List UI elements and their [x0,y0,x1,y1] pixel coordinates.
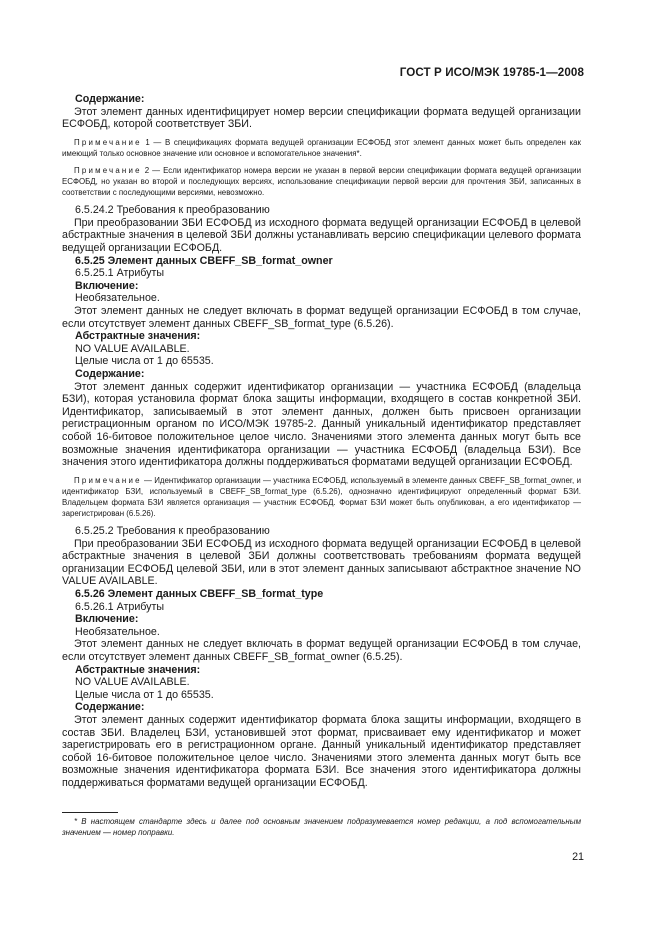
section-heading: Абстрактные значения: [75,663,201,676]
paragraph-line: Целые числа от 1 до 65535. [75,688,214,701]
paragraph-line: 6.5.25.2 Требования к преобразованию [75,525,270,538]
paragraph-line: NO VALUE AVAILABLE. [75,342,190,355]
section-heading: Содержание: [75,701,145,714]
note-label: Примечание [74,165,142,175]
paragraph: Этот элемент данных содержит идентификатор формата блока защиты информации, входящего в состав ЗБИ. Владелец БЗИ, установившей этот формат, присваивает ему идентификатор и может зарегистрировать его в регистрационном органе. Данный уникальный идентификатор представляет собой 16-битовое положительное целое число. Значениями этого элемента данных могут быть все возможные значения идентификатора формата БЗИ. Все значения этого идентификатора должны поддерживаться форматами ведущей организации ЕСФОБД. [62,714,581,789]
note [62,475,581,519]
note-text: — Идентификатор организации — участника ЕСФОБД, используемый в элементе данных CBEFF_SB_format_owner, и идентификатор БЗИ, используемый в CBEFF_SB_format_type (6.5.26), однозначно идентифицируют определенный формат БЗИ. Владельцем формата БЗИ является организация — участник ЕСФОБД. Формат БЗИ может быть опубликован, а его идентификатор — зарегистрирован (6.5.26). [62,475,581,518]
paragraph: Этот элемент данных содержит идентификатор организации — участника ЕСФОБД (владельца БЗИ), которая установила формат блока защиты информации, входящего в состав конкретной ЗБИ. Идентификатор, записываемый в этот элемент данных, должен быть присвоен организации регистрационным органом по ИСО/МЭК 19785-2. Данный уникальный идентификатор представляет собой 16-битовое положительное целое число. Значениями этого элемента данных могут быть все возможные значения идентификатора организации — участника ЕСФОБД (владельца БЗИ). Все значения этого идентификатора должны поддерживаться форматами ведущей организации ЕСФОБД. [62,380,581,469]
paragraph: Этот элемент данных не следует включать в формат ведущей организации ЕСФОБД в том случае, если отсутствует элемент данных CBEFF_SB_format_owner (6.5.25). [62,638,581,664]
paragraph: При преобразовании ЗБИ ЕСФОБД из исходного формата ведущей организации ЕСФОБД в целевой абстрактные значения в целевой ЗБИ должны устанавливать версию спецификации целевого формата ведущей организации ЕСФОБД. [62,216,581,255]
paragraph-line: Необязательное. [75,292,160,305]
note-label: Примечание [74,137,142,147]
note-label: Примечание [74,475,142,485]
paragraph: Этот элемент данных не следует включать в формат ведущей организации ЕСФОБД в том случае, если отсутствует элемент данных CBEFF_SB_format_type (6.5.26). [62,305,581,330]
paragraph: Этот элемент данных идентифицирует номер версии спецификации формата ведущей организации ЕСФОБД, которой соответствует ЗБИ. [62,105,581,131]
paragraph-line: Необязательное. [75,625,160,638]
footnote: * В настоящем стандарте здесь и далее под основным значением подразумевается номер редакции, а под вспомогательным значением — номер поправки. [62,817,581,838]
footnote-divider [62,812,118,813]
page-body [62,93,581,790]
paragraph-line: 6.5.24.2 Требования к преобразованию [75,204,270,217]
paragraph: При преобразовании ЗБИ ЕСФОБД из исходного формата ведущей организации ЕСФОБД в целевой абстрактные значения в целевой ЗБИ должны соответствовать требованиям формата ведущей организации ЕСФОБД целевой ЗБИ, или в этот элемент данных записывают абстрактное значение NO VALUE AVAILABLE. [62,537,581,588]
paragraph-line: NO VALUE AVAILABLE. [75,676,190,689]
paragraph-line: 6.5.25.1 Атрибуты [75,267,165,280]
section-heading: Содержание: [75,93,145,105]
paragraph-line: 6.5.26.1 Атрибуты [75,600,165,613]
section-heading: Содержание: [75,367,145,380]
section-heading: Абстрактные значения: [75,330,201,343]
paragraph-line: Целые числа от 1 до 65535. [75,355,214,368]
section-heading: Включение: [75,279,139,292]
note [62,165,581,198]
note-text: 1 — В спецификациях формата ведущей организации ЕСФОБД этот элемент данных может быть определен как имеющий только основное значение или основное и вспомогательное значения*. [62,137,581,158]
note [62,137,581,159]
document-header: ГОСТ Р ИСО/МЭК 19785-1—2008 [399,66,584,79]
section-heading: 6.5.25 Элемент данных CBEFF_SB_format_owner [75,254,333,267]
section-heading: Включение: [75,613,139,626]
note-text: 2 — Если идентификатор номера версии не указан в первой версии спецификации формата ведущей организации ЕСФОБД, но указан во второй и последующих версиях, использование спецификации первой версии для прочтения ЗБИ, записанных в соответствии с последующими версиями, невозможно. [62,165,581,198]
page-number: 21 [572,851,584,863]
section-heading: 6.5.26 Элемент данных CBEFF_SB_format_type [75,588,324,601]
